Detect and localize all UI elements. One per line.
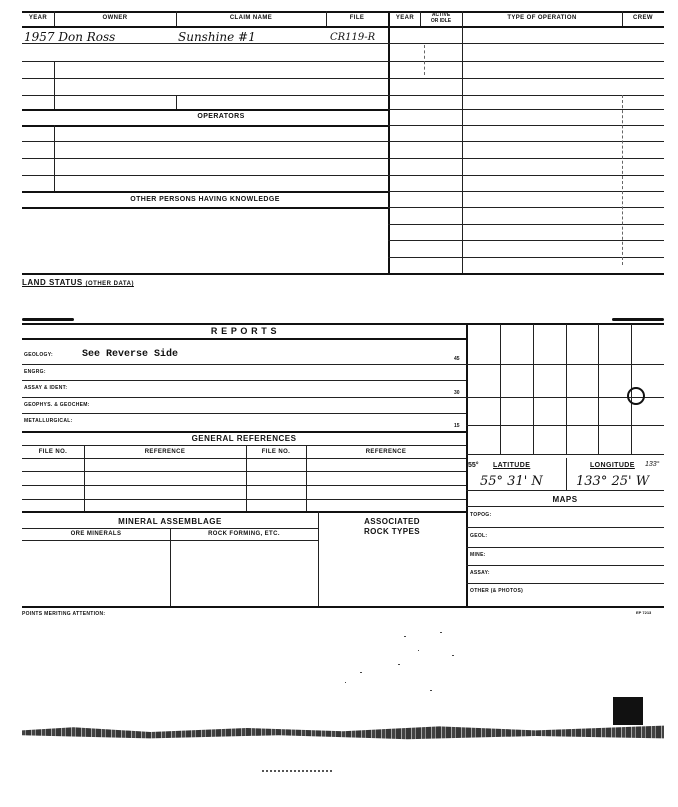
header-file: FILE — [349, 15, 365, 21]
maps-title: MAPS — [552, 495, 578, 504]
header-bottom-border — [22, 26, 664, 28]
row-line — [22, 61, 388, 62]
map-row-line — [466, 583, 664, 584]
speck — [345, 682, 346, 683]
header-divider — [326, 11, 327, 26]
longitude-label: LONGITUDE — [590, 462, 635, 469]
operation-divider — [462, 11, 463, 273]
report-value-geology: See Reverse Side — [82, 349, 179, 360]
reports-header-bottom — [22, 338, 466, 340]
operators-top-border — [22, 109, 388, 111]
latitude-value: 55° 31' N — [480, 474, 543, 489]
other-persons-top-border — [22, 191, 388, 193]
report-row-line — [22, 380, 466, 381]
center-divider — [388, 11, 390, 273]
location-marker-icon — [627, 387, 645, 405]
report-num-assay: 30 — [454, 390, 460, 396]
associated-line1: ASSOCIATED — [364, 517, 420, 526]
header-year-2: YEAR — [395, 15, 415, 21]
speck — [452, 655, 454, 656]
operators-bottom-border — [22, 125, 388, 127]
header-divider — [176, 11, 177, 26]
scan-noise-band — [22, 724, 664, 740]
table-bottom-border — [22, 273, 664, 275]
lower-section-bottom — [22, 606, 664, 608]
report-row-line — [22, 413, 466, 414]
form-code: EP 7213 — [636, 610, 652, 615]
report-label-engrg: ENGRG: — [24, 369, 46, 375]
entry-file: CR119-R — [330, 32, 376, 43]
row-line — [22, 158, 388, 159]
header-active-line1: ACTIVE — [431, 12, 451, 18]
ref-row-line — [22, 499, 466, 500]
land-status-heading — [22, 278, 134, 287]
speck — [360, 672, 362, 673]
table-top-border — [22, 11, 664, 13]
header-year: YEAR — [28, 15, 48, 21]
header-divider — [420, 11, 421, 26]
map-row-assay: ASSAY: — [470, 570, 490, 576]
grid-line — [466, 425, 664, 426]
report-row-line — [22, 364, 466, 365]
grid-line — [466, 364, 664, 365]
header-type-of-operation: TYPE OF OPERATION — [507, 15, 577, 21]
map-row-geol: GEOL: — [470, 533, 488, 539]
lat-lon-divider — [566, 458, 567, 490]
op-row-line — [388, 43, 664, 44]
claim-col-divider — [176, 95, 177, 109]
header-divider — [54, 11, 55, 26]
rock-forming-label: ROCK FORMING, ETC. — [208, 531, 280, 537]
report-row-line — [22, 397, 466, 398]
latitude-label: LATITUDE — [493, 462, 531, 469]
reports-header — [22, 324, 466, 336]
mineral-col-divider — [170, 528, 171, 606]
grid-line — [533, 324, 534, 454]
reports-title: R E P O R T S — [210, 326, 278, 336]
owner-col-divider — [54, 61, 55, 109]
land-status-sub: (OTHER DATA) — [85, 281, 134, 287]
ref-row-line — [22, 485, 466, 486]
ref-col-divider — [246, 445, 247, 511]
faint-mark — [424, 45, 425, 75]
report-num-geology: 45 — [454, 356, 460, 362]
header-crew: CREW — [633, 15, 653, 21]
header-active-or-idle — [420, 12, 462, 24]
grid-line — [500, 324, 501, 454]
grid-line — [566, 324, 567, 454]
report-label-geophys: GEOPHYS. & GEOCHEM: — [24, 402, 90, 408]
scan-noise-specks — [262, 770, 332, 772]
other-persons-bottom-border — [22, 207, 388, 209]
lat-prefix: 55° — [468, 462, 479, 469]
ore-minerals-label: ORE MINERALS — [70, 531, 122, 537]
other-persons-label: OTHER PERSONS HAVING KNOWLEDGE — [130, 196, 280, 203]
crew-dashed-divider — [622, 95, 623, 265]
scan-smudge — [612, 318, 664, 321]
speck — [418, 650, 419, 651]
row-line — [22, 175, 388, 176]
op-row-line — [388, 78, 664, 79]
ref-col-divider — [84, 445, 85, 511]
references-bottom-border — [22, 511, 466, 513]
grid-line — [466, 454, 664, 455]
associated-rock-types — [318, 517, 466, 537]
ref-col-reference: REFERENCE — [144, 449, 186, 455]
entry-claim-name: Sunshine #1 — [178, 30, 256, 44]
header-claim-name: CLAIM NAME — [229, 15, 273, 21]
map-row-line — [466, 527, 664, 528]
row-line — [22, 78, 388, 79]
associated-line2: ROCK TYPES — [363, 527, 420, 536]
row-line — [22, 43, 388, 44]
map-row-line — [466, 565, 664, 566]
land-status-label: LAND STATUS — [22, 278, 83, 287]
longitude-value: 133° 25' W — [576, 474, 650, 489]
speck — [440, 632, 442, 633]
header-owner: OWNER — [102, 15, 128, 21]
map-row-line — [466, 547, 664, 548]
map-row-other: OTHER (& PHOTOS) — [470, 588, 524, 594]
entry-year-owner: 1957 Don Ross — [24, 30, 116, 44]
speck — [398, 664, 400, 665]
scan-smudge — [22, 318, 74, 321]
lon-suffix: 133° — [645, 461, 660, 468]
maps-header-line — [466, 506, 664, 507]
header-active-line2: OR IDLE — [430, 18, 452, 24]
speck — [404, 636, 406, 637]
map-row-topog: TOPOG: — [470, 512, 492, 518]
report-num-metallurgical: 15 — [454, 423, 460, 429]
ref-col-file-no-2: FILE NO. — [261, 449, 291, 455]
references-header-top — [22, 445, 466, 446]
header-divider — [622, 11, 623, 26]
references-header-bottom — [22, 458, 466, 459]
scan-artifact-block — [613, 697, 643, 725]
mineral-assemblage-title: MINERAL ASSEMBLAGE — [118, 517, 222, 526]
ref-col-divider — [306, 445, 307, 511]
ref-col-reference-2: REFERENCE — [365, 449, 407, 455]
ref-col-file-no: FILE NO. — [38, 449, 68, 455]
row-line — [22, 141, 388, 142]
maps-top-line — [466, 490, 664, 491]
op-row-line — [388, 61, 664, 62]
map-row-mine: MINE: — [470, 552, 486, 558]
operators-col-divider — [54, 125, 55, 191]
report-label-geology: GEOLOGY: — [24, 352, 53, 358]
row-line — [22, 95, 388, 96]
points-meriting-attention-label: POINTS MERITING ATTENTION: — [22, 611, 106, 617]
operators-label: OPERATORS — [197, 113, 245, 120]
report-label-metallurgical: METALLURGICAL: — [24, 418, 73, 424]
ref-row-line — [22, 471, 466, 472]
speck — [430, 690, 432, 691]
grid-line — [598, 324, 599, 454]
general-references-title: GENERAL REFERENCES — [191, 434, 297, 443]
reports-bottom-border — [22, 431, 466, 433]
report-label-assay: ASSAY & IDENT: — [24, 385, 68, 391]
